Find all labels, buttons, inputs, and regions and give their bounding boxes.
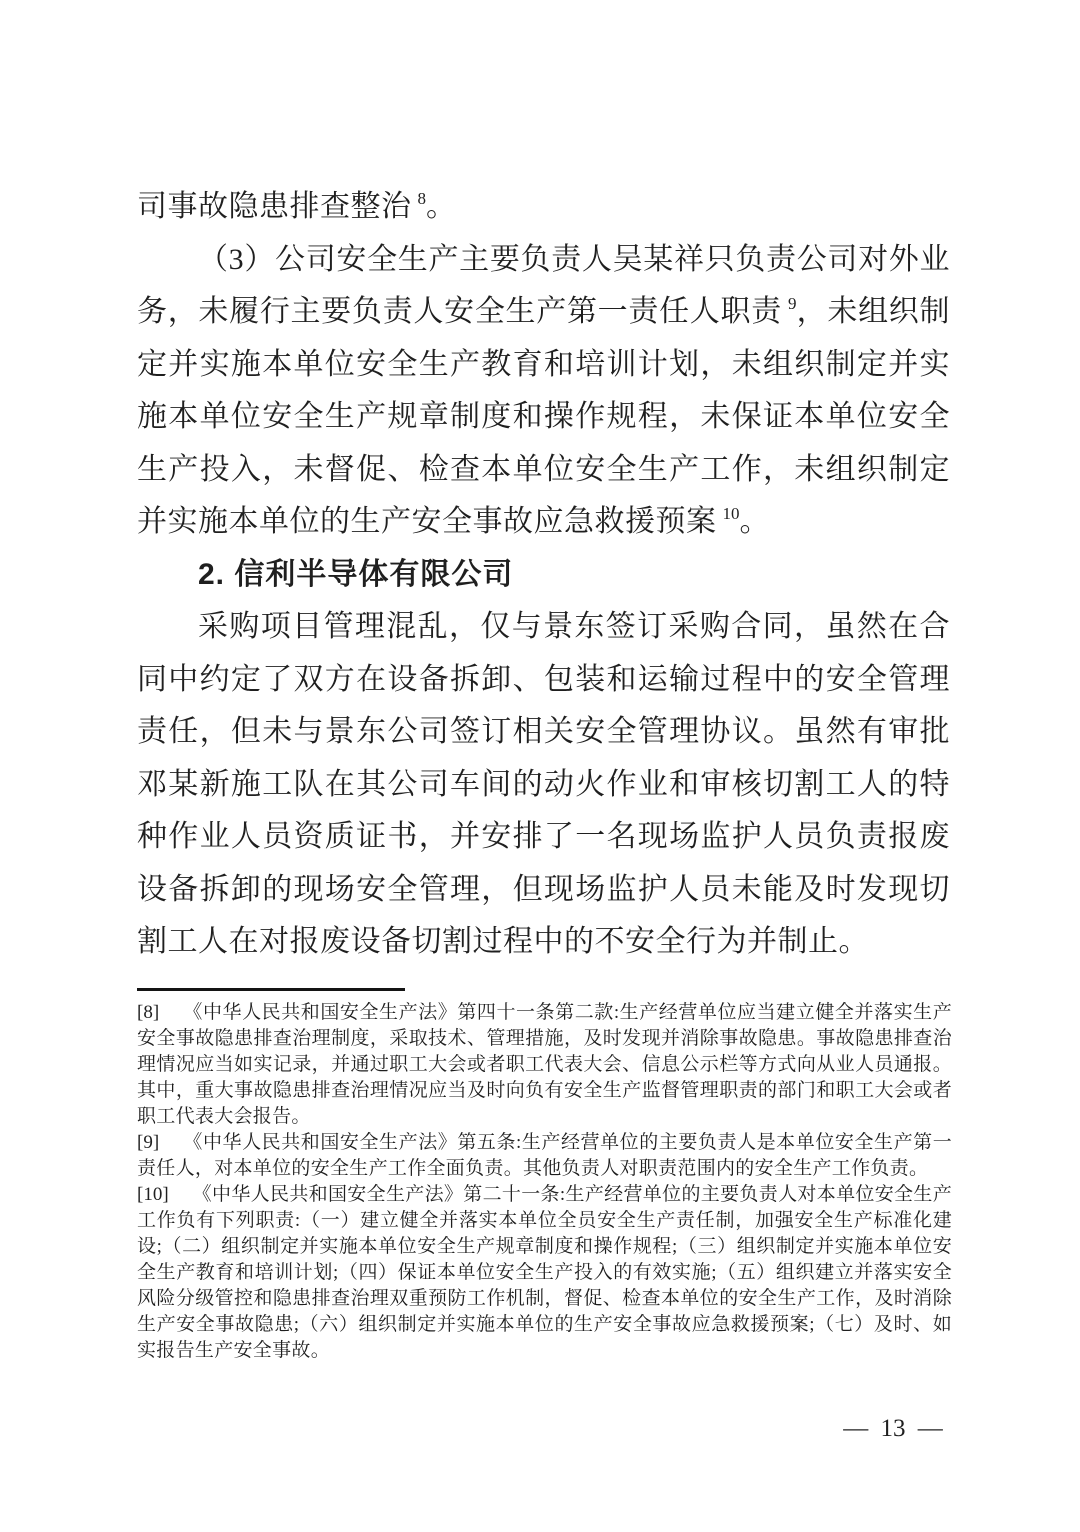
footnote-ref: 8 bbox=[417, 189, 426, 208]
body-text bbox=[137, 181, 950, 969]
footnote-10 bbox=[137, 1182, 952, 1364]
footnote-9-text: 《中华人民共和国安全生产法》第五条:生产经营单位的主要负责人是本单位安全生产第一责任人，对本单位的安全生产工作全面负责。其他负责人对职责范围内的安全生产工作负责。 bbox=[137, 1132, 952, 1179]
paragraph-item3: （3）公司安全生产主要负责人吴某祥只负责公司对外业务，未履行主要负责人安全生产第一责任人职责 $^9$，未组织制定并实施本单位安全生产教育和培训计划，未组织制定并实施本单位安全生产规章制度和操作规程，未保证本单位安全生产投入，未督促、检查本单位安全生产工作，未组织制定并实施本单位的生产安全事故应急救援预案 $^{10}$。 bbox=[137, 242, 951, 538]
paragraph-company: 采购项目管理混乱，仅与景东签订采购合同，虽然在合同中约定了双方在设备拆卸、包装和运输过程中的安全管理责任，但未与景东公司签订相关安全管理协议。虽然有审批邓某新施工队在其公司车间的动火作业和审核切割工人的特种作业人员资质证书，并安排了一名现场监护人员负责报废设备拆卸的现场安全管理，但现场监护人员未能及时发现切割工人在对报废设备切割过程中的不安全行为并制止。 bbox=[137, 610, 950, 958]
footnote-10-text: 《中华人民共和国安全生产法》第二十一条:生产经营单位的主要负责人对本单位安全生产工作负有下列职责:（一）建立健全并落实本单位全员安全生产责任制，加强安全生产标准化建设;（二）组织制定并实施本单位安全生产规章制度和操作规程;（三）组织制定并实施本单位安全生产教育和培训计划;（四）保证本单位安全生产投入的有效实施;（五）组织建立并落实安全风险分级管控和隐患排查治理双重预防工作机制，督促、检查本单位的安全生产工作，及时消除生产安全事故隐患;（六）组织制定并实施本单位的生产安全事故应急救援预案;（七）及时、如实报告生产安全事故。 bbox=[137, 1184, 952, 1361]
footnote-9-marker: [9] bbox=[137, 1132, 160, 1153]
footnote-8 bbox=[137, 1000, 952, 1130]
footnote-9 bbox=[137, 1130, 952, 1182]
footnote-8-text: 《中华人民共和国安全生产法》第四十一条第二款:生产经营单位应当建立健全并落实生产安全事故隐患排查治理制度，采取技术、管理措施，及时发现并消除事故隐患。事故隐患排查治理情况应当如实记录，并通过职工大会或者职工代表大会、信息公示栏等方式向从业人员通报。其中，重大事故隐患排查治理情况应当及时向负有安全生产监督管理职责的部门和职工大会或者职工代表大会报告。 bbox=[137, 1002, 952, 1127]
page-number: — 13 — bbox=[843, 1415, 943, 1442]
paragraph-continuation: 司事故隐患排查整治 $^8$。 bbox=[137, 189, 457, 223]
footnote-ref: 10 bbox=[722, 504, 740, 523]
section-heading: 2. 信利半导体有限公司 bbox=[198, 557, 514, 591]
footnote-separator bbox=[137, 988, 405, 991]
footnote-10-marker: [10] bbox=[137, 1184, 169, 1205]
footnotes-section bbox=[137, 1000, 952, 1364]
footnote-8-marker: [8] bbox=[137, 1002, 160, 1023]
footnote-ref: 9 bbox=[787, 294, 797, 313]
